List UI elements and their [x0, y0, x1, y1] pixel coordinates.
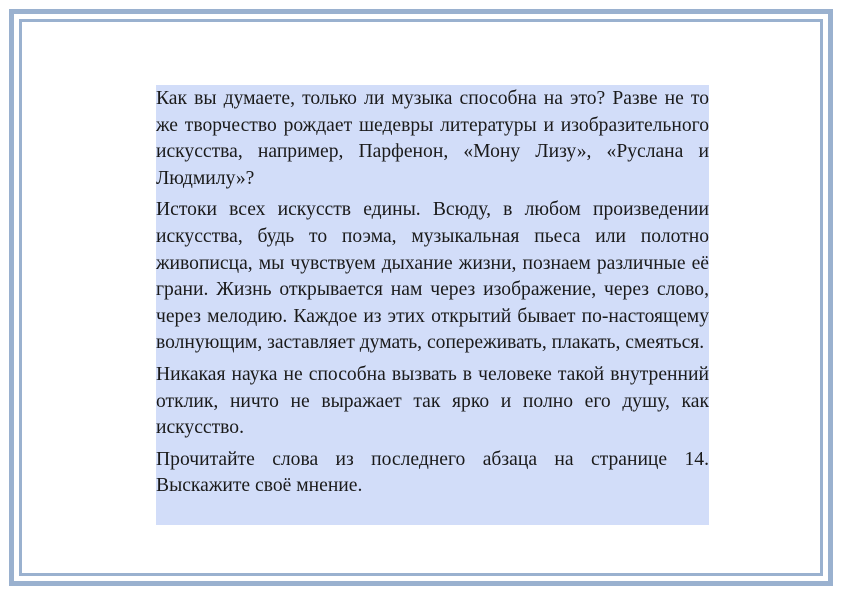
paragraph-task: Прочитайте слова из последнего абзаца на странице 14. Выскажите своё мнение.: [156, 448, 709, 497]
slide-text-block: [156, 85, 709, 525]
paragraph-origins-of-art: Истоки всех искусств едины. Всюду, в любом произведении искусства, будь то поэма, музыкальная пьеса или полотно живописца, мы чувствуем дыхание жизни, познаем различные её грани. Жизнь открывается нам через изображение, через слово, через мелодию. Каждое из этих открытий бывает по-настоящему волнующим, заставляет думать, сопереживать, плакать, смеяться.: [156, 199, 709, 354]
paragraph-question: Как вы думаете, только ли музыка способна на это? Разве не то же творчество рождает шедевры литературы и изобразительного искусства, например, Парфенон, «Мону Лизу», «Руслана и Людмилу»?: [156, 88, 709, 189]
paragraph-inner-response: Никакая наука не способна вызвать в человеке такой внутренний отклик, ничто не выражает так ярко и полно его душу, как искусство.: [156, 363, 709, 439]
